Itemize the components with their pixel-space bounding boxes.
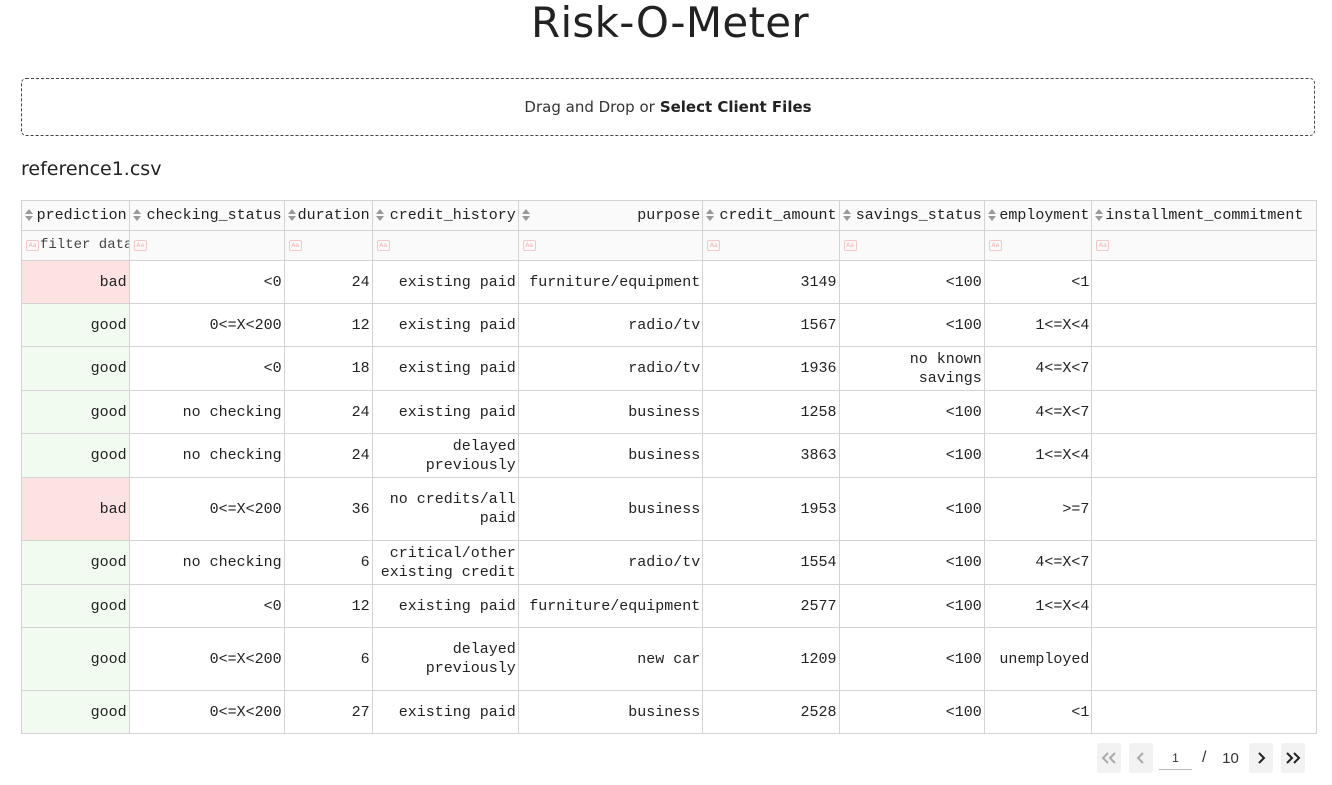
chevron-left-icon (1136, 752, 1146, 764)
table-cell: 3149 (703, 261, 839, 304)
table-cell: 36 (284, 478, 372, 541)
table-cell: delayed previously (372, 434, 518, 478)
case-sensitive-toggle-icon[interactable]: Aa (844, 240, 857, 251)
column-header[interactable] (984, 201, 1092, 231)
sort-icon[interactable] (288, 209, 296, 221)
column-filter (22, 231, 130, 261)
table-cell: 4<=X<7 (984, 541, 1092, 585)
table-cell: 1554 (703, 541, 839, 585)
table-cell: existing paid (372, 391, 518, 434)
case-sensitive-toggle-icon[interactable]: Aa (377, 240, 390, 251)
column-header[interactable] (518, 201, 703, 231)
table-row (22, 347, 1317, 391)
page-separator: / (1202, 749, 1207, 766)
table-row (22, 628, 1317, 691)
column-header-label: checking_status (146, 207, 282, 224)
table-cell (1092, 478, 1317, 541)
table-cell: business (518, 478, 703, 541)
table-cell: radio/tv (518, 347, 703, 391)
column-filter (518, 231, 703, 261)
table-cell: 24 (284, 391, 372, 434)
table-cell: radio/tv (518, 304, 703, 347)
table-cell: 27 (284, 691, 372, 734)
column-header[interactable] (839, 201, 984, 231)
table-cell: >=7 (984, 478, 1092, 541)
table-cell: <100 (839, 478, 984, 541)
prediction-cell: good (22, 347, 130, 391)
table-cell: new car (518, 628, 703, 691)
table-cell: 1567 (703, 304, 839, 347)
table-cell: 0<=X<200 (129, 628, 284, 691)
table-row (22, 434, 1317, 478)
table-cell: 18 (284, 347, 372, 391)
prediction-cell: good (22, 541, 130, 585)
first-page-button[interactable] (1097, 743, 1121, 773)
table-cell (1092, 585, 1317, 628)
next-page-button[interactable] (1249, 743, 1273, 773)
table-cell: 2528 (703, 691, 839, 734)
table-body (22, 261, 1317, 734)
table-cell: <1 (984, 261, 1092, 304)
table-cell (1092, 434, 1317, 478)
table-cell: 6 (284, 541, 372, 585)
table-cell: 2577 (703, 585, 839, 628)
column-header[interactable] (703, 201, 839, 231)
table-cell (1092, 541, 1317, 585)
table-cell: <0 (129, 585, 284, 628)
double-chevron-left-icon (1101, 752, 1117, 764)
total-pages: 10 (1222, 749, 1239, 767)
table-cell: <100 (839, 541, 984, 585)
table-cell (1092, 628, 1317, 691)
table-cell: 1<=X<4 (984, 585, 1092, 628)
table-cell (1092, 391, 1317, 434)
table-cell: 1258 (703, 391, 839, 434)
table-cell: existing paid (372, 585, 518, 628)
table-cell: 24 (284, 434, 372, 478)
table-cell: <100 (839, 434, 984, 478)
prediction-cell: good (22, 304, 130, 347)
table-cell (1092, 261, 1317, 304)
table-cell: delayed previously (372, 628, 518, 691)
table-cell: unemployed (984, 628, 1092, 691)
table-cell: furniture/equipment (518, 261, 703, 304)
table-cell: 4<=X<7 (984, 347, 1092, 391)
column-header[interactable] (1092, 201, 1317, 231)
case-sensitive-toggle-icon[interactable]: Aa (289, 240, 302, 251)
page-number-input[interactable] (1159, 747, 1192, 770)
table-cell: <0 (129, 347, 284, 391)
table-cell: 12 (284, 585, 372, 628)
double-chevron-right-icon (1285, 752, 1301, 764)
table-cell: 1<=X<4 (984, 304, 1092, 347)
sort-icon[interactable] (522, 209, 530, 221)
table-cell: radio/tv (518, 541, 703, 585)
table-row (22, 541, 1317, 585)
table-cell: business (518, 691, 703, 734)
column-header[interactable] (284, 201, 372, 231)
table-cell: 0<=X<200 (129, 691, 284, 734)
prediction-cell: good (22, 434, 130, 478)
table-row (22, 391, 1317, 434)
column-header-label: purpose (637, 207, 701, 224)
filter-input[interactable] (40, 236, 129, 254)
case-sensitive-toggle-icon[interactable]: Aa (523, 240, 536, 251)
column-filter (284, 231, 372, 261)
column-filter (703, 231, 839, 261)
table-cell: no credits/all paid (372, 478, 518, 541)
case-sensitive-toggle-icon[interactable]: Aa (707, 240, 720, 251)
filter-row (22, 231, 1317, 261)
table-cell: <100 (839, 304, 984, 347)
column-header[interactable] (22, 201, 130, 231)
last-page-button[interactable] (1281, 743, 1305, 773)
case-sensitive-toggle-icon[interactable]: Aa (26, 240, 39, 251)
table-cell: <100 (839, 261, 984, 304)
data-table-container (21, 200, 1317, 737)
prediction-cell: bad (22, 478, 130, 541)
table-cell: <1 (984, 691, 1092, 734)
column-header-label: installment_commitment (1105, 207, 1304, 224)
table-cell (1092, 691, 1317, 734)
table-cell: 24 (284, 261, 372, 304)
table-cell: business (518, 434, 703, 478)
table-cell: no checking (129, 391, 284, 434)
prediction-cell: good (22, 585, 130, 628)
table-cell: <0 (129, 261, 284, 304)
table-cell: 6 (284, 628, 372, 691)
header-row (22, 201, 1317, 231)
sort-icon[interactable] (376, 209, 384, 221)
pagination (1097, 742, 1317, 774)
sort-icon[interactable] (133, 209, 141, 221)
table-cell: 1209 (703, 628, 839, 691)
column-filter (984, 231, 1092, 261)
prediction-cell: bad (22, 261, 130, 304)
table-cell: business (518, 391, 703, 434)
sort-icon[interactable] (706, 209, 714, 221)
table-cell: 12 (284, 304, 372, 347)
table-cell: 1936 (703, 347, 839, 391)
column-filter (129, 231, 284, 261)
column-header-label: savings_status (855, 207, 982, 224)
page-title: Risk-O-Meter (530, 0, 809, 47)
case-sensitive-toggle-icon[interactable]: Aa (1096, 240, 1109, 251)
chevron-right-icon (1256, 752, 1266, 764)
table-cell (1092, 304, 1317, 347)
table-cell: no checking (129, 434, 284, 478)
table-cell: existing paid (372, 691, 518, 734)
table-cell: 0<=X<200 (129, 304, 284, 347)
sort-icon[interactable] (1095, 209, 1103, 221)
column-header-label: credit_history (389, 207, 516, 224)
table-cell: existing paid (372, 347, 518, 391)
table-cell: <100 (839, 628, 984, 691)
table-row (22, 691, 1317, 734)
table-cell: no checking (129, 541, 284, 585)
table-row (22, 261, 1317, 304)
table-cell: <100 (839, 691, 984, 734)
column-header[interactable] (129, 201, 284, 231)
column-header[interactable] (372, 201, 518, 231)
column-filter (839, 231, 984, 261)
case-sensitive-toggle-icon[interactable]: Aa (989, 240, 1002, 251)
previous-page-button[interactable] (1129, 743, 1153, 773)
prediction-cell: good (22, 628, 130, 691)
table-cell: critical/other existing credit (372, 541, 518, 585)
column-header-label: employment (999, 207, 1090, 224)
table-cell: <100 (839, 585, 984, 628)
sort-icon[interactable] (843, 209, 851, 221)
data-table (21, 200, 1317, 734)
sort-icon[interactable] (25, 209, 33, 221)
table-cell: 1<=X<4 (984, 434, 1092, 478)
table-cell: 3863 (703, 434, 839, 478)
table-row (22, 585, 1317, 628)
select-files-link[interactable]: Select Client Files (659, 98, 812, 116)
table-cell: 0<=X<200 (129, 478, 284, 541)
column-filter (1092, 231, 1317, 261)
table-cell: 4<=X<7 (984, 391, 1092, 434)
file-name: reference1.csv (21, 158, 162, 180)
prediction-cell: good (22, 691, 130, 734)
column-header-label: credit_amount (719, 207, 837, 224)
table-cell: furniture/equipment (518, 585, 703, 628)
table-cell (1092, 347, 1317, 391)
table-cell: no known savings (839, 347, 984, 391)
column-header-label: duration (297, 207, 370, 224)
table-cell: 1953 (703, 478, 839, 541)
prediction-cell: good (22, 391, 130, 434)
upload-prompt: Drag and Drop or (524, 98, 655, 116)
table-row (22, 478, 1317, 541)
case-sensitive-toggle-icon[interactable]: Aa (134, 240, 147, 251)
column-header-label: prediction (36, 207, 127, 224)
sort-icon[interactable] (988, 209, 996, 221)
table-cell: existing paid (372, 261, 518, 304)
table-cell: <100 (839, 391, 984, 434)
file-upload-dropzone[interactable] (21, 78, 1315, 136)
table-cell: existing paid (372, 304, 518, 347)
column-filter (372, 231, 518, 261)
table-row (22, 304, 1317, 347)
